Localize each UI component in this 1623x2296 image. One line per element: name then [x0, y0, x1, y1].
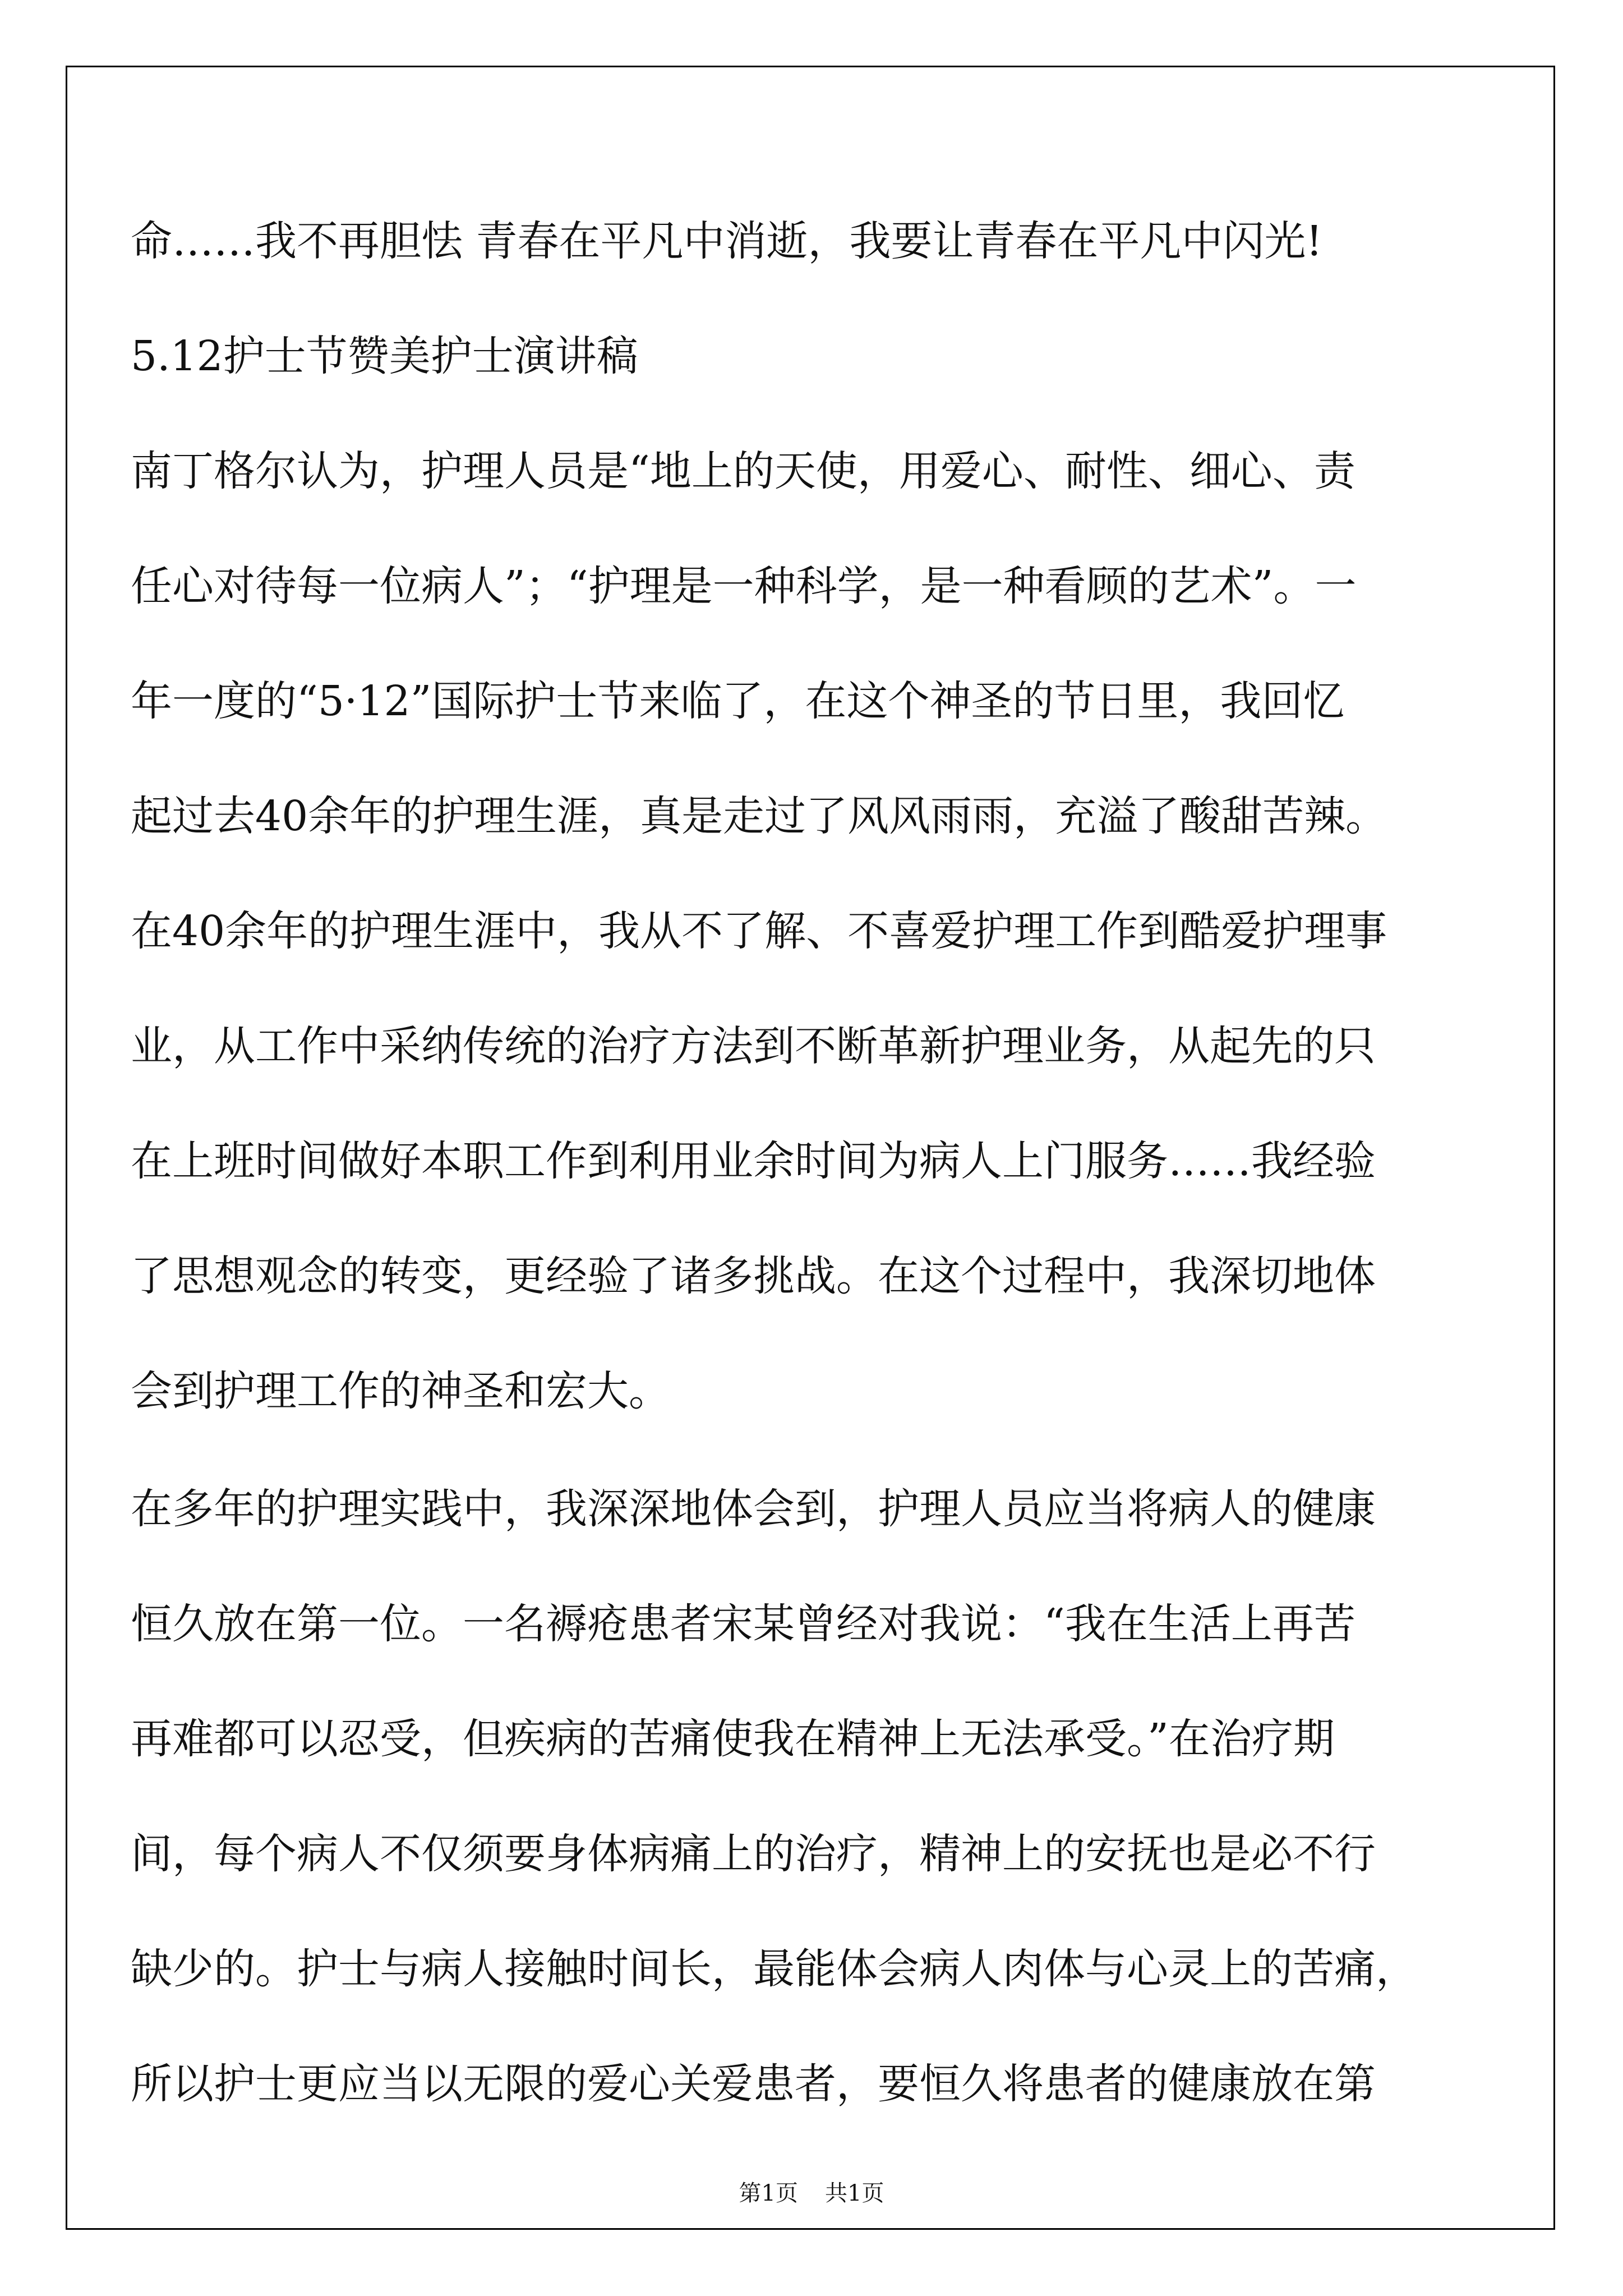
text-line-1: 命……我不再胆怯 青春在平凡中消逝，我要让青春在平凡中闪光!: [131, 217, 1323, 265]
text-line-16: 缺少的。护士与病人接触时间长，最能体会病人肉体与心灵上的苦痛，: [131, 1945, 1417, 1993]
text-line-3: 南丁格尔认为，护理人员是“地上的天使，用爱心、耐性、细心、责: [131, 447, 1355, 495]
text-line-7: 在40余年的护理生涯中，我从不了解、不喜爱护理工作到酷爱护理事: [131, 907, 1387, 955]
text-line-14: 再难都可以忍受，但疾病的苦痛使我在精神上无法承受。”在治疗期: [131, 1715, 1335, 1763]
text-line-11: 会到护理工作的神圣和宏大。: [131, 1367, 670, 1415]
text-line-13: 恒久放在第一位。一名褥疮患者宋某曾经对我说：“我在生活上再苦: [131, 1600, 1355, 1648]
text-line-15: 间，每个病人不仅须要身体病痛上的治疗，精神上的安抚也是必不行: [131, 1830, 1376, 1878]
text-line-8: 业，从工作中采纳传统的治疗方法到不断革新护理业务，从起先的只: [131, 1022, 1376, 1070]
text-line-10: 了思想观念的转变，更经验了诸多挑战。在这个过程中，我深切地体: [131, 1252, 1376, 1300]
text-line-5: 年一度的“5·12”国际护士节来临了，在这个神圣的节日里，我回忆: [131, 677, 1345, 725]
text-line-6: 起过去40余年的护理生涯，真是走过了风风雨雨，充溢了酸甜苦辣。: [131, 792, 1387, 840]
text-line-12: 在多年的护理实践中，我深深地体会到，护理人员应当将病人的健康: [131, 1485, 1376, 1533]
page-footer: [0, 2177, 1623, 2210]
text-line-17: 所以护士更应当以无限的爱心关爱患者，要恒久将患者的健康放在第: [131, 2060, 1376, 2108]
page-number-total: 共1页: [825, 2180, 884, 2206]
page-number-current: 第1页: [739, 2180, 798, 2206]
text-line-9: 在上班时间做好本职工作到利用业余时间为病人上门服务……我经验: [131, 1137, 1376, 1185]
text-line-4: 任心对待每一位病人”；“护理是一种科学，是一种看顾的艺术”。一: [131, 562, 1357, 610]
section-title: 5.12护士节赞美护士演讲稿: [131, 332, 638, 380]
